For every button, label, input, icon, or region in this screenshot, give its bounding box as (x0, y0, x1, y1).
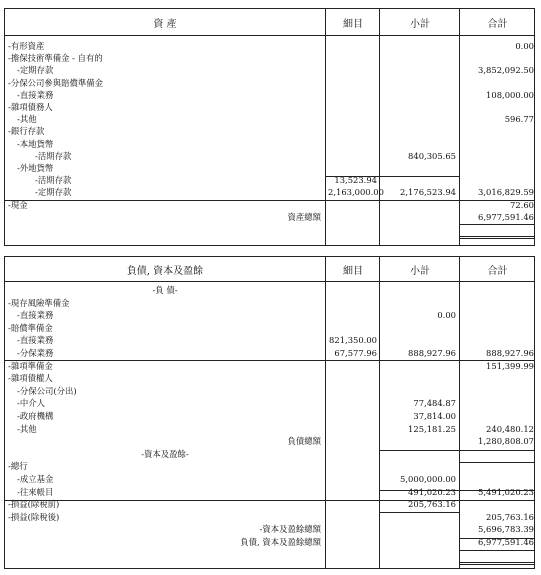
assets-row (5, 162, 534, 174)
rule-line (459, 462, 534, 463)
liabilities-row (5, 473, 534, 485)
row-label: 資產總額 (287, 211, 321, 222)
liabilities-row (5, 284, 534, 296)
rule-line (459, 224, 534, 225)
assets-header-detail: 細目 (325, 9, 380, 35)
row-label: -損益(除稅後) (8, 511, 60, 522)
liabilities-row (5, 523, 534, 535)
liabilities-row (5, 423, 534, 435)
liabilities-row (5, 385, 534, 397)
total-value: 6,977,591.46 (478, 537, 534, 547)
total-value: 205,763.16 (486, 511, 534, 522)
row-label: -總行 (8, 461, 28, 472)
row-label: -往來帳目 (17, 486, 54, 497)
rule-line (5, 360, 534, 361)
total-value: 596.77 (504, 114, 534, 125)
total-value: 240,480.12 (486, 423, 534, 434)
total-value: 3,016,829.59 (478, 187, 534, 198)
rule-line (459, 538, 534, 539)
liabilities-row (5, 297, 534, 309)
liabilities-header-row (5, 257, 534, 282)
row-label: -雜項準備金 (8, 360, 53, 371)
subtotal-value: 5,000,000.00 (400, 474, 456, 484)
liabilities-row (5, 360, 534, 372)
subtotal-value: 77,484.87 (413, 398, 456, 409)
row-label: -資本及盈餘- (141, 448, 189, 459)
assets-row (5, 211, 534, 223)
liabilities-row (5, 435, 534, 447)
subtotal-value: 840,305.65 (408, 150, 456, 161)
liabilities-row (5, 347, 534, 359)
assets-row (5, 52, 534, 64)
assets-header-total: 合計 (459, 9, 535, 35)
row-label: -中介人 (17, 398, 45, 409)
row-label: -成立基金 (17, 474, 54, 484)
row-label: -現存風險準備金 (8, 297, 70, 308)
total-value: 0.00 (515, 41, 534, 51)
row-label: -直接業務 (17, 335, 54, 346)
liabilities-row (5, 309, 534, 321)
row-label: -分保公司(分出) (17, 385, 77, 396)
row-label: -雜項債務人 (8, 102, 53, 112)
total-value: 108,000.00 (486, 89, 534, 100)
liabilities-row (5, 322, 534, 334)
detail-value: 13,523.94 (334, 175, 377, 186)
assets-row (5, 40, 534, 52)
row-label: -分保業務 (17, 348, 54, 358)
row-label: 負債, 資本及盈餘總額 (240, 537, 321, 547)
liabilities-row (5, 410, 534, 422)
total-value: 151,399.99 (486, 360, 534, 371)
row-label: -定期存款 (35, 187, 72, 198)
row-label: -現金 (8, 199, 28, 210)
rule-line (379, 450, 534, 451)
assets-header-subtotal: 小計 (379, 9, 460, 35)
row-label: -擔保技術準備金 - 自有的 (8, 53, 103, 64)
total-value: 3,852,092.50 (478, 65, 534, 76)
row-label: -雜項債權人 (8, 373, 53, 384)
assets-row (5, 138, 534, 150)
liabilities-table (4, 256, 535, 569)
rule-line (459, 236, 534, 239)
row-label: -直接業務 (17, 89, 54, 100)
assets-row (5, 113, 534, 125)
liabilities-row (5, 460, 534, 472)
assets-row (5, 186, 534, 198)
liabilities-row (5, 334, 534, 346)
row-label: -外地貨幣 (17, 163, 54, 173)
detail-value: 2,163,000.00 (328, 187, 384, 198)
row-label: 負債總額 (287, 436, 321, 447)
row-label: -政府機構 (17, 411, 54, 421)
assets-row (5, 64, 534, 76)
row-label: -其他 (17, 114, 37, 125)
total-value: 1,280,808.07 (478, 436, 534, 447)
subtotal-value: 2,176,523.94 (400, 187, 456, 198)
rule-line (379, 490, 534, 491)
assets-table (4, 8, 535, 246)
total-value: 72.60 (510, 199, 534, 210)
row-label: -有形資產 (8, 41, 45, 51)
liabilities-header-item: 負債, 資本及盈餘 (126, 265, 204, 277)
total-value: 5,491,020.23 (478, 486, 534, 497)
total-value: 5,696,783.39 (478, 524, 534, 535)
row-label: -定期存款 (17, 65, 54, 76)
row-label: -活期存款 (35, 175, 72, 186)
liabilities-row (5, 486, 534, 498)
total-value: 888,927.96 (486, 348, 534, 358)
subtotal-value: 205,763.16 (408, 499, 456, 510)
subtotal-value: 37,814.00 (413, 411, 456, 421)
subtotal-value: 0.00 (437, 310, 456, 321)
liabilities-header-total: 合計 (459, 257, 535, 281)
liabilities-header-subtotal: 小計 (379, 257, 460, 281)
row-label: -負 債- (152, 285, 178, 295)
row-label: -活期存款 (35, 150, 72, 161)
row-label: -賠償準備金 (8, 322, 53, 333)
rule-line (379, 512, 459, 513)
liabilities-row (5, 372, 534, 384)
subtotal-value: 888,927.96 (408, 348, 456, 358)
assets-row (5, 89, 534, 101)
assets-row (5, 150, 534, 162)
row-label: -直接業務 (17, 310, 54, 321)
assets-header-row (5, 9, 534, 36)
assets-row (5, 125, 534, 137)
assets-row (5, 101, 534, 113)
row-label: -本地貨幣 (17, 138, 54, 149)
row-label: -其他 (17, 423, 37, 434)
liabilities-row (5, 536, 534, 548)
subtotal-value: 125,181.25 (408, 423, 456, 434)
rule-line (5, 500, 534, 501)
subtotal-value: 491,020.23 (408, 486, 456, 497)
detail-value: 67,577.96 (334, 348, 377, 358)
row-label: -損益(除稅前) (8, 499, 60, 510)
total-value: 6,977,591.46 (478, 211, 534, 222)
row-label: -銀行存款 (8, 126, 45, 137)
rule-line (325, 176, 459, 177)
assets-header-item: 資 產 (153, 18, 177, 30)
rule-line (459, 562, 534, 565)
rule-line (5, 200, 534, 201)
row-label: -分保公司參與賠償準備金 (8, 77, 103, 88)
rule-line (459, 550, 534, 551)
row-label: -資本及盈餘總額 (259, 524, 321, 535)
detail-value: 821,350.00 (329, 335, 377, 346)
liabilities-header-detail: 細目 (325, 257, 380, 281)
liabilities-row (5, 397, 534, 409)
assets-row (5, 77, 534, 89)
